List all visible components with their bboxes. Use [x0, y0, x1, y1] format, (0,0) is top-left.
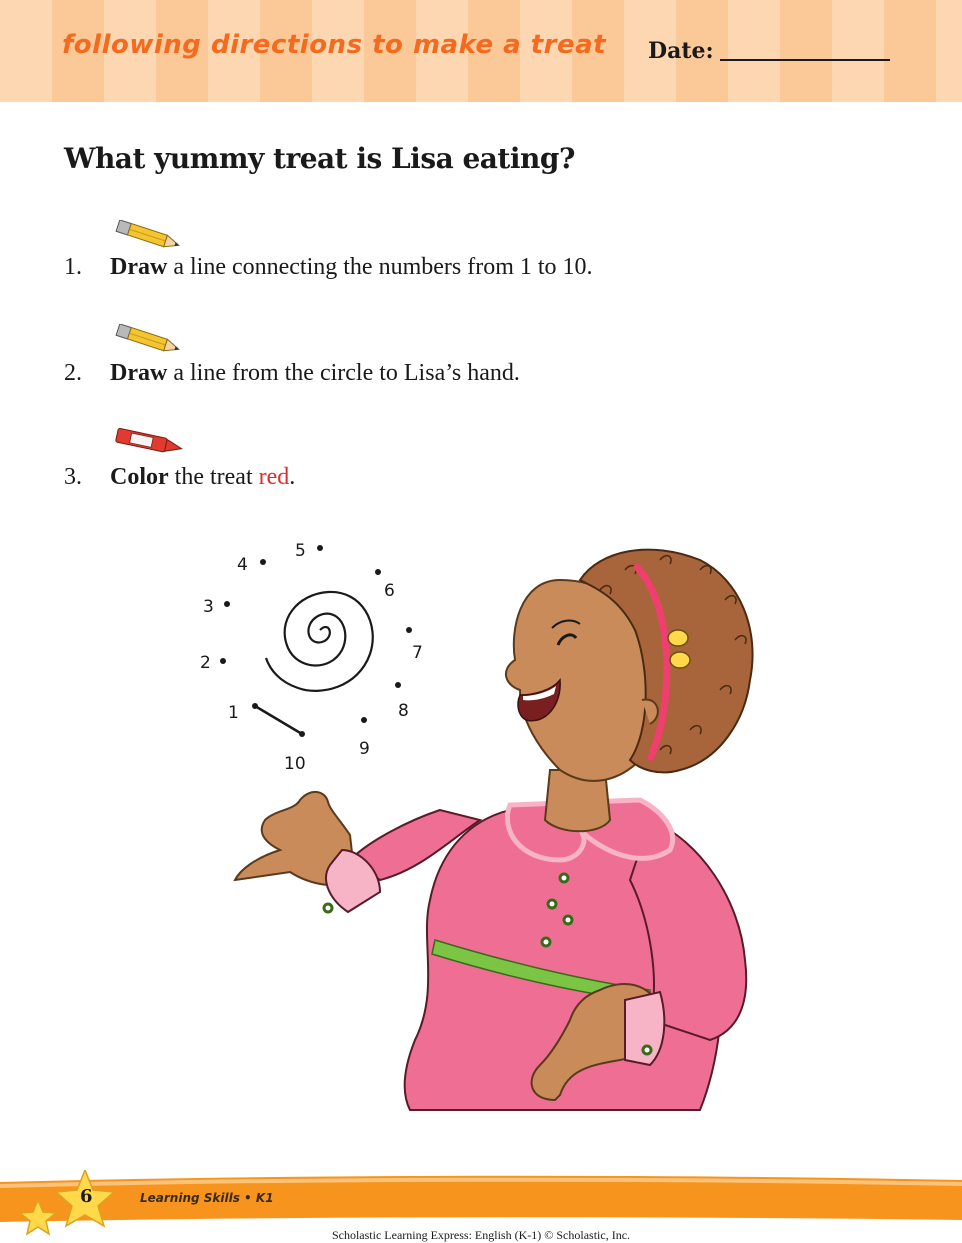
- dot-3: [224, 601, 230, 607]
- dot-7: [406, 627, 412, 633]
- step-number: 1.: [64, 254, 82, 280]
- step-3: [64, 464, 295, 491]
- crayon-icon: [110, 426, 190, 460]
- worksheet-title: following directions to make a treat: [62, 30, 607, 60]
- step-text: a line from the circle to Lisa’s hand.: [167, 360, 520, 386]
- step-2: [64, 360, 520, 387]
- dot-label-8: 8: [398, 701, 409, 721]
- dot-label-3: 3: [203, 597, 214, 617]
- dot-9: [361, 717, 367, 723]
- dot-label-6: 6: [384, 581, 395, 601]
- pencil-icon: [110, 324, 190, 358]
- dot-label-10: 10: [284, 754, 306, 774]
- dot-6: [375, 569, 381, 575]
- dot-label-9: 9: [359, 739, 370, 759]
- step-text: a line connecting the numbers from 1 to 10.: [167, 254, 593, 280]
- dot-line-1-10: [255, 706, 302, 734]
- step-verb: Draw: [110, 360, 168, 386]
- dot-label-5: 5: [295, 541, 306, 561]
- step-verb: Draw: [110, 254, 168, 280]
- dot-1: [252, 703, 258, 709]
- step-number: 3.: [64, 464, 82, 490]
- copyright-line: Scholastic Learning Express: English (K-1) © Scholastic, Inc.: [331, 1228, 631, 1242]
- dot-label-4: 4: [237, 555, 248, 575]
- dot-4: [260, 559, 266, 565]
- step-1: [64, 254, 593, 281]
- question-heading: What yummy treat is Lisa eating?: [64, 142, 575, 175]
- dot-10: [299, 731, 305, 737]
- dot-2: [220, 658, 226, 664]
- step-text: the treat: [168, 464, 259, 490]
- dot-label-7: 7: [412, 643, 423, 663]
- dot-8: [395, 682, 401, 688]
- dot-markers: [220, 545, 412, 737]
- dot-5: [317, 545, 323, 551]
- lisa-illustration: [180, 520, 780, 1120]
- spiral-treat: [266, 592, 373, 691]
- date-label: Date:: [648, 38, 714, 64]
- color-word-red: red: [258, 464, 290, 490]
- page-number: 6: [80, 1186, 93, 1207]
- series-label: Learning Skills • K1: [140, 1191, 274, 1205]
- step-text: .: [289, 464, 296, 490]
- pencil-icon: [110, 220, 190, 254]
- step-number: 2.: [64, 360, 82, 386]
- date-write-line: [720, 59, 890, 61]
- dot-label-1: 1: [228, 703, 239, 723]
- step-verb: Color: [110, 464, 169, 490]
- dot-label-2: 2: [200, 653, 211, 673]
